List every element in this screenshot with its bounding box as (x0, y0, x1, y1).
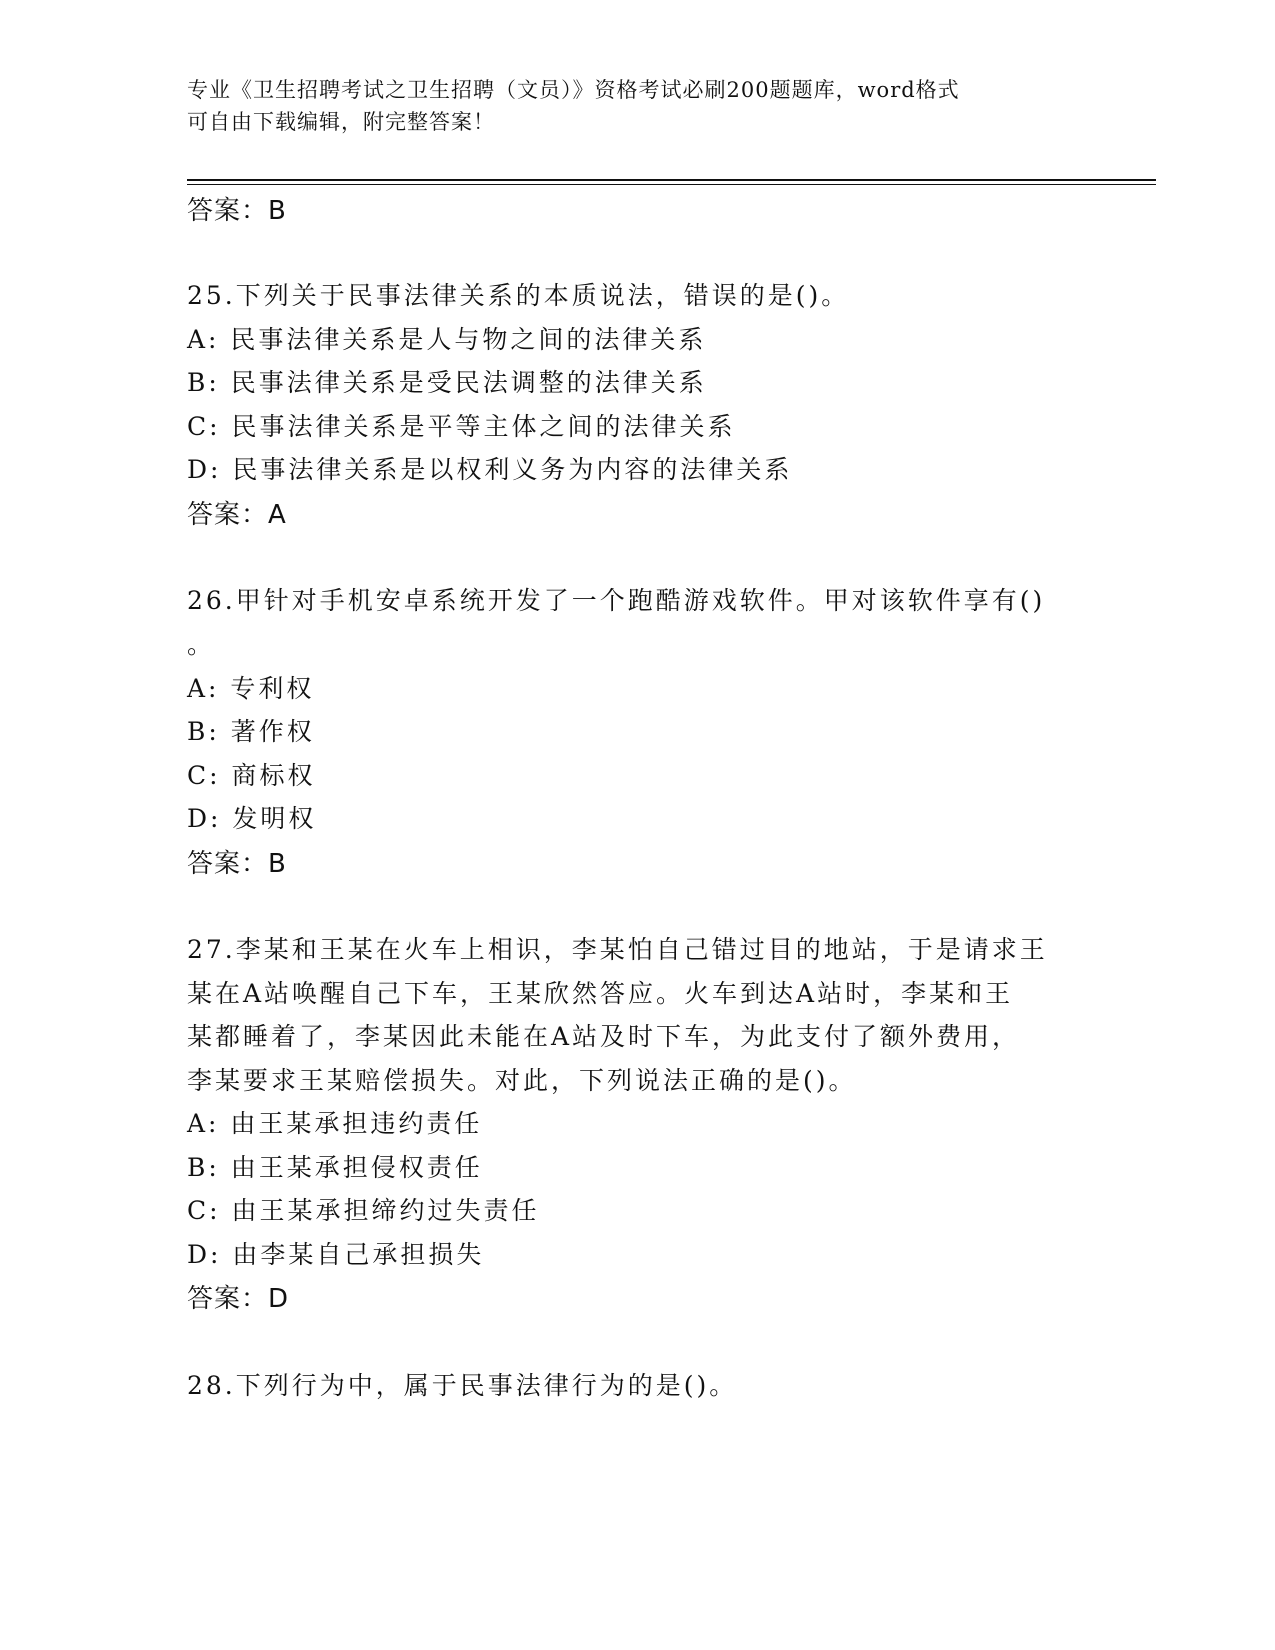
question-stem-continued: 某在A站唤醒自己下车，王某欣然答应。火车到达A站时，李某和王 (187, 979, 1014, 1008)
question-stem-continued: 。 (187, 630, 216, 659)
option-c: C: 由王某承担缔约过失责任 (187, 1196, 540, 1225)
option-b: B: 著作权 (187, 717, 315, 746)
question-stem: 25.下列关于民事法律关系的本质说法，错误的是()。 (187, 281, 850, 310)
option-b: B: 民事法律关系是受民法调整的法律关系 (187, 368, 707, 397)
document-header (187, 74, 1087, 138)
option-b: B: 由王某承担侵权责任 (187, 1153, 483, 1182)
question-stem-continued: 某都睡着了，李某因此未能在A站及时下车，为此支付了额外费用， (187, 1022, 1021, 1051)
answer-label: 答案：D (187, 1284, 290, 1314)
question-stem: 26.甲针对手机安卓系统开发了一个跑酷游戏软件。甲对该软件享有() (187, 586, 1046, 615)
option-d: D: 发明权 (187, 804, 317, 833)
option-a: A: 民事法律关系是人与物之间的法律关系 (187, 325, 707, 354)
option-d: D: 民事法律关系是以权利义务为内容的法律关系 (187, 455, 793, 484)
header-line-2: 可自由下载编辑，附完整答案！ (187, 110, 495, 134)
option-a: A: 专利权 (187, 674, 315, 703)
question-stem: 27.李某和王某在火车上相识，李某怕自己错过目的地站，于是请求王 (187, 935, 1048, 964)
option-c: C: 民事法律关系是平等主体之间的法律关系 (187, 412, 736, 441)
option-a: A: 由王某承担违约责任 (187, 1109, 483, 1138)
option-d: D: 由李某自己承担损失 (187, 1240, 485, 1269)
question-stem: 28.下列行为中，属于民事法律行为的是()。 (187, 1371, 738, 1400)
answer-label: 答案：B (187, 196, 287, 226)
header-divider-thick (187, 179, 1156, 181)
option-c: C: 商标权 (187, 761, 316, 790)
question-stem-continued: 李某要求王某赔偿损失。对此，下列说法正确的是()。 (187, 1066, 857, 1095)
answer-label: 答案：B (187, 849, 287, 879)
header-line-1: 专业《卫生招聘考试之卫生招聘（文员）》资格考试必刷200题题库，word格式 (187, 78, 960, 102)
header-divider-thin (187, 184, 1156, 185)
answer-label: 答案：A (187, 500, 287, 530)
